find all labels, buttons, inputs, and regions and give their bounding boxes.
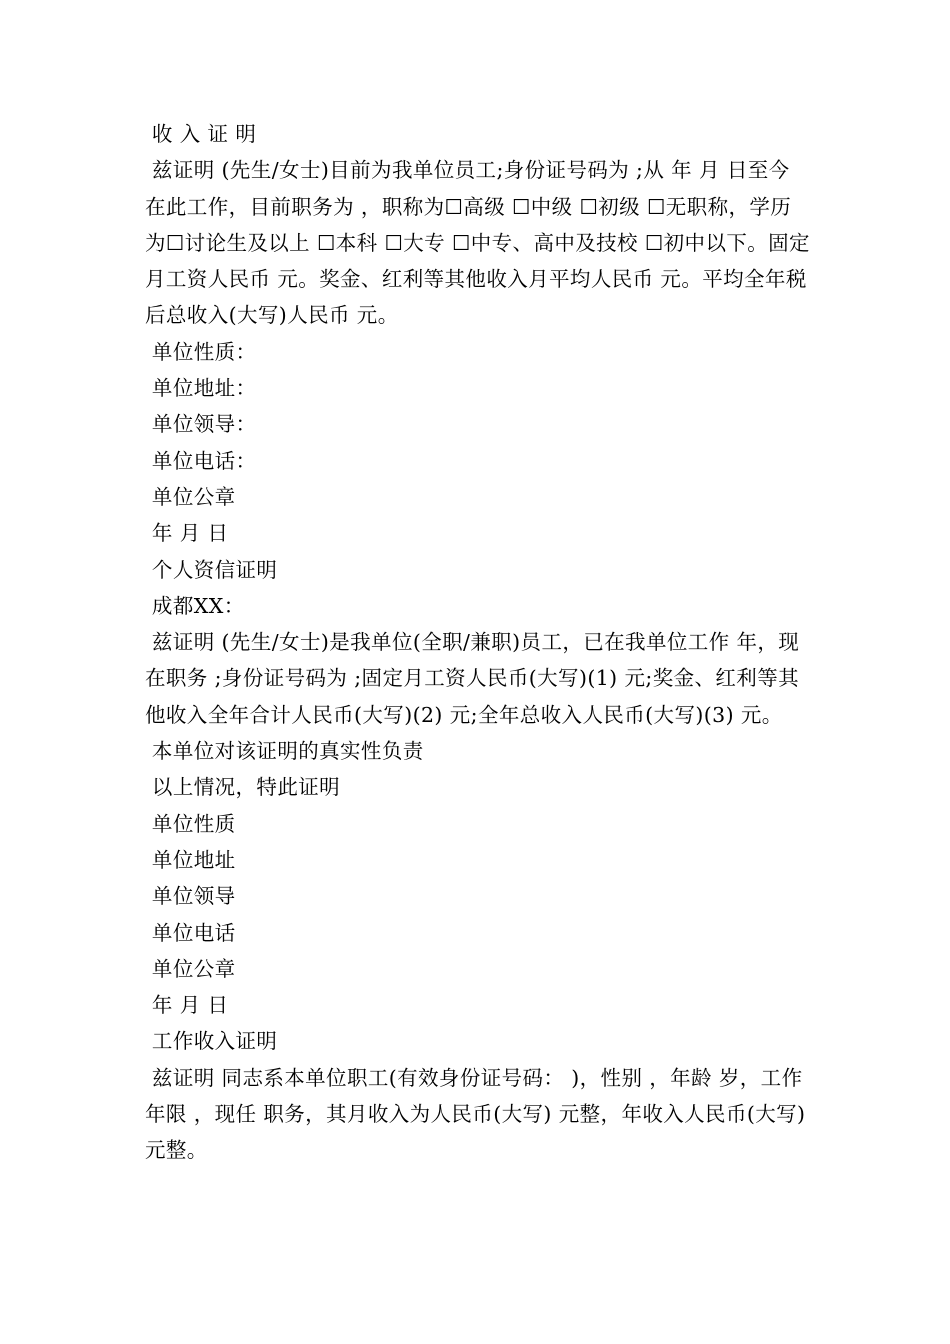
credit-certificate-addressee: 成都XX： — [145, 593, 245, 618]
credit-certificate-title: 个人资信证明 — [145, 557, 278, 582]
work-income-certificate-body: 兹证明 同志系本单位职工(有效身份证号码： )，性别 ，年龄 岁，工作年限 ，现任 职务，其月收入为人民币(大写) 元整，年收入人民币(大写) 元整。 — [145, 1065, 813, 1163]
field-unit-seal: 单位公章 — [145, 484, 236, 509]
field-unit-leader: 单位领导： — [145, 412, 257, 437]
field-date: 年 月 日 — [145, 993, 229, 1018]
field-date: 年 月 日 — [145, 521, 229, 546]
document-page — [145, 116, 813, 1169]
field-unit-phone: 单位电话 — [145, 920, 236, 945]
work-income-certificate-title: 工作收入证明 — [145, 1029, 278, 1054]
credit-certificate-responsibility: 本单位对该证明的真实性负责 — [145, 739, 424, 764]
field-unit-phone: 单位电话： — [145, 448, 257, 473]
field-unit-address: 单位地址 — [145, 847, 236, 872]
income-certificate-title: 收 入 证 明 — [145, 122, 257, 146]
field-unit-nature: 单位性质 — [145, 811, 236, 836]
field-unit-address: 单位地址： — [145, 376, 257, 401]
field-unit-nature: 单位性质： — [145, 339, 257, 364]
field-unit-seal: 单位公章 — [145, 956, 236, 981]
credit-certificate-body: 兹证明 (先生/女士)是我单位(全职/兼职)员工，已在我单位工作 年，现在职务 ;身份证号码为 ;固定月工资人民币(大写)(1) 元;奖金、红利等其他收入全年合计人民币(大写)(2) 元;全年总收入人民币(大写)(3) 元。 — [145, 630, 800, 727]
field-unit-leader: 单位领导 — [145, 884, 236, 909]
income-certificate-body: 兹证明 (先生/女士)目前为我单位员工;身份证号码为 ;从 年 月 日至今在此工作，目前职务为 ，职称为☐高级 ☐中级 ☐初级 ☐无职称，学历为☐讨论生及以上 ☐本科 ☐大专 ☐中专、高中及技校 ☐初中以下。固定月工资人民币 元。奖金、红利等其他收入月平均人民币 元。平均全年税后总收入(大写)人民币 元。 — [145, 158, 810, 328]
credit-certificate-closing: 以上情况，特此证明 — [145, 775, 341, 800]
